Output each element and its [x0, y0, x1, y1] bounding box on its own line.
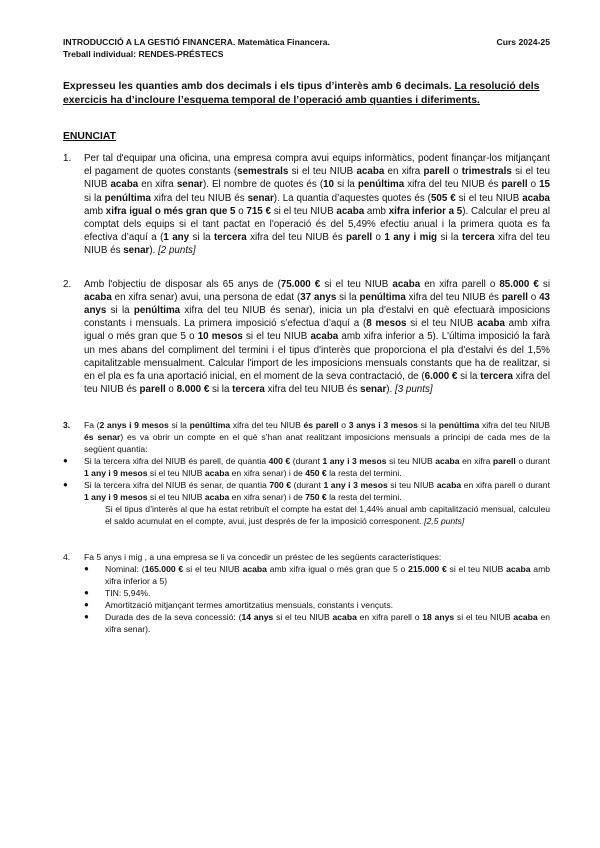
text-run: (durant [291, 480, 324, 491]
bold-text: acaba [356, 166, 385, 178]
text-run: Nominal: ( [105, 564, 145, 575]
bold-text: 1 any i 3 mesos [323, 480, 388, 491]
document-header [63, 36, 550, 60]
bold-text: parell [423, 166, 450, 178]
bold-text: xifra inferior a 5 [388, 205, 463, 217]
bold-text: acaba [204, 492, 230, 503]
text-run: xifra del teu NIUB és [84, 232, 551, 257]
text-run: si la [457, 371, 481, 383]
text-run: si el teu NIUB [455, 192, 523, 204]
text-run: en xifra senar) i de [229, 468, 306, 479]
exercise-closing [84, 503, 550, 527]
text-run: si la [209, 384, 233, 396]
bold-text: 10 mesos [197, 331, 243, 343]
bold-text: acaba [336, 205, 365, 217]
bold-text: tercera [461, 232, 495, 244]
text-run: si el teu NIUB [270, 205, 337, 217]
text-run: Amb l'objectiu de disposar als 65 anys de ( [84, 278, 281, 290]
bold-text: penúltima [438, 420, 480, 431]
academic-year: Curs 2024-25 [496, 37, 550, 47]
text-run: o durant [515, 456, 550, 467]
text-run: Si la tercera xifra del NIUB és parell, de quantia [84, 456, 269, 467]
bullet-text [105, 600, 393, 610]
bold-text: acaba [436, 480, 462, 491]
section-title: ENUNCIAT [63, 131, 116, 142]
text-run: ). Calcular el preu al comptat dels equips si el tant pactat en l'operació és del 5,49% efectiu anual i la primera quota es fa efectiva d’aquí a ( [84, 205, 550, 244]
exercise-4 [63, 551, 550, 635]
text-run: xifra del teu NIUB és [150, 192, 248, 204]
bold-text: acaba [84, 291, 112, 303]
points-label: [2,5 punts] [424, 516, 465, 527]
bold-text: 400 € [268, 456, 291, 467]
bullet-text [105, 612, 550, 634]
exercise-2 [63, 278, 550, 397]
text-run: xifra del teu NIUB és [404, 179, 502, 191]
bold-text: acaba [392, 278, 421, 290]
text-run: en xifra [384, 166, 424, 178]
text-run: si la [106, 305, 134, 317]
bold-text: acaba [506, 564, 531, 575]
text-run: ). El nombre de quotes és ( [202, 179, 324, 191]
text-run: si el teu NIUB [242, 331, 311, 343]
text-run: xifra del teu NIUB és [264, 384, 361, 396]
text-run: Per tal d'equipar una oficina, una empresa compra avui equips informàtics, podent finançar-los mitjançant el pagament de quotes constants ( [84, 153, 550, 178]
exercise-list [63, 152, 550, 635]
text-run: amb [364, 205, 389, 217]
text-run: si el teu NIUB [147, 492, 205, 503]
bold-text: 75.000 € [280, 278, 321, 290]
bold-text: senar [360, 384, 387, 396]
text-run: ). [386, 384, 396, 396]
bold-text: penúltima [189, 420, 231, 431]
text-run: Fa 5 anys i mig , a una empresa se li va concedir un préstec de les següents característiques: [84, 552, 442, 563]
text-run: ). [149, 245, 159, 257]
bullet-icon: ● [84, 564, 89, 574]
points-label: [3 punts] [395, 384, 433, 396]
bullet-item [63, 479, 550, 503]
bold-text: penúltima [357, 179, 405, 191]
bullet-item [84, 611, 550, 635]
exercise-number: 4. [63, 552, 71, 563]
text-run: xifra del teu NIUB és [246, 232, 346, 244]
bold-text: parell [501, 291, 528, 303]
text-run: si el teu NIUB [320, 278, 393, 290]
bold-text: senar [176, 179, 203, 191]
bold-text: acaba [204, 468, 230, 479]
bold-text: acaba [332, 612, 357, 623]
exercise-number: 3. [63, 420, 71, 431]
bold-text: penúltima [359, 291, 406, 303]
text-run: en xifra [138, 179, 177, 191]
exercise-3-bullets [63, 455, 550, 503]
text-run: en xifra [459, 456, 493, 467]
bold-text: acaba [110, 179, 139, 191]
text-run: Amortització mitjançant termes amortitzatius mensuals, constants i vençuts. [105, 600, 393, 611]
exercise-intro [84, 419, 550, 455]
bold-text: semestrals [237, 166, 289, 178]
bullet-text [84, 456, 550, 478]
text-run: ). La quantia d’aquestes quotes és ( [273, 192, 431, 204]
exercise-intro [84, 551, 550, 563]
bullet-icon: ● [63, 456, 68, 466]
bold-text: 1 any i 9 mesos [84, 468, 148, 479]
text-run: amb xifra inferior a 5) [105, 564, 551, 587]
instructions-underlined-text: La resolució dels exercicis ha d’incloure l’esquema temporal de l’operació amb quanties i diferiments. [63, 81, 540, 106]
bullet-text [105, 588, 150, 598]
bullet-item [63, 455, 550, 479]
text-run: si la [189, 232, 214, 244]
bold-text: penúltima [133, 305, 181, 317]
bold-text: és senar [84, 432, 121, 443]
text-run: si [538, 278, 551, 290]
bold-text: senar [123, 245, 150, 257]
bullet-icon: ● [63, 480, 68, 490]
bullet-item [84, 587, 550, 599]
text-run: si el teu NIUB [84, 166, 550, 191]
bold-text: tercera [480, 371, 513, 383]
bold-text: 14 anys [241, 612, 274, 623]
bold-text: parell [501, 179, 528, 191]
text-run: si teu NIUB [387, 480, 437, 491]
text-run: xifra del teu NIUB [479, 420, 551, 431]
text-run: en xifra parell o [356, 612, 423, 623]
text-run: si la [84, 192, 105, 204]
text-run: xifra del teu NIUB [230, 420, 304, 431]
text-run: si la [336, 291, 360, 303]
bullet-icon: ● [84, 612, 89, 622]
bold-text: 715 € [246, 205, 271, 217]
bold-text: acaba [435, 456, 460, 467]
text-run: ) es va obrir un compte en el què s’han anat realitzant imposicions mensuals a principi de cada mes de la següent quantia: [84, 432, 550, 455]
text-run: amb xifra igual o més gran que 5 o [84, 318, 550, 343]
bold-text: acaba [522, 192, 550, 204]
text-run: si el teu NIUB [183, 564, 243, 575]
text-run: o [449, 166, 462, 178]
text-run: si el teu NIUB [406, 318, 478, 330]
bullet-icon: ● [84, 600, 89, 610]
text-run: o [527, 291, 540, 303]
text-run: o [235, 205, 247, 217]
text-run: amb xifra inferior a 5). L'última imposició la farà un mes abans del compliment del termini i el tipus d'interès que proporciona el pla d'estalvi és del 1,5% capitalitzable mensualment. Calcular l'import de les imposicions mensuals constants que ha de realitzar, si en el pla es fa una aportació inicial, en el moment de la seva contractació, de ( [84, 331, 551, 383]
text-run: (durant [290, 456, 323, 467]
text-run: si el teu NIUB [446, 564, 507, 575]
text-run: si el teu NIUB [454, 612, 514, 623]
header-left [63, 36, 330, 60]
exercise-3 [63, 419, 550, 527]
bold-text: 450 € [305, 468, 327, 479]
bold-text: 1 any [163, 232, 190, 244]
instructions-text: Expresseu les quanties amb dos decimals i els tipus d’interès amb 6 decimals. [63, 81, 455, 92]
bold-text: parell [492, 456, 516, 467]
exercise-1 [63, 152, 550, 258]
bold-text: 6.000 € [424, 371, 458, 383]
bold-text: xifra igual o més gran que 5 [105, 205, 236, 217]
exercise-4-bullets [84, 563, 550, 635]
text-run: Si la tercera xifra del NIUB és senar, de quantia [84, 480, 270, 491]
bold-text: 700 € [269, 480, 292, 491]
bold-text: tercera [213, 232, 247, 244]
bold-text: 3 anys i 3 mesos [348, 420, 418, 431]
text-run: TIN: 5,94%. [105, 588, 151, 599]
bullet-text [84, 480, 550, 502]
bold-text: parell [346, 232, 373, 244]
bold-text: és parell [303, 420, 339, 431]
bold-text: 1 any i 9 mesos [84, 492, 148, 503]
course-title: INTRODUCCIÓ A LA GESTIÓ FINANCERA. Matemàtica Financera. [63, 37, 330, 47]
text-run: Durada des de la seva concessió: ( [105, 612, 242, 623]
bold-text: penúltima [104, 192, 151, 204]
bold-text: 18 anys [422, 612, 455, 623]
bold-text: 1 any i mig [384, 232, 438, 244]
text-run: si la [334, 179, 358, 191]
text-run: si teu NIUB [386, 456, 436, 467]
bold-text: 8 mesos [366, 318, 407, 330]
text-run: la resta del termini. [326, 468, 402, 479]
exercise-text [84, 152, 550, 258]
text-run: o [165, 384, 177, 396]
text-run: si la [417, 420, 439, 431]
bold-text: 37 anys [300, 291, 337, 303]
bold-text: 43 anys [84, 291, 550, 317]
bold-text: tercera [232, 384, 265, 396]
bullet-item [84, 563, 550, 587]
text-run: amb xifra igual o més gran que 5 o [266, 564, 409, 575]
bold-text: 10 [323, 179, 335, 191]
text-run: o [527, 179, 540, 191]
points-label: [2 punts] [158, 245, 196, 257]
bullet-text [105, 564, 550, 586]
bullet-item [84, 599, 550, 611]
text-run: o [372, 232, 385, 244]
bold-text: trimestrals [461, 166, 512, 178]
text-run: xifra del teu NIUB és senar), inicia un pla d'estalvi en què efectuarà imposicions constants i mensuals. La primera imposició s’efectua d’aquí a ( [84, 305, 550, 330]
bold-text: 1 any i 3 mesos [322, 456, 387, 467]
text-run: Si el tipus d’interès al que ha estat retribuït el compte ha estat del 1,44% anual amb capitalització mensual, calculeu el saldo acumulat en el compte, avui, just després de fer la imposició corresponent. [105, 504, 550, 527]
bold-text: acaba [513, 612, 538, 623]
instructions [63, 80, 550, 108]
text-run: xifra del teu NIUB és [84, 371, 550, 396]
exercise-number: 1. [63, 153, 72, 164]
text-run: o [338, 420, 349, 431]
text-run: en xifra parell o [420, 278, 500, 290]
assignment-title: Treball individual: RENDES-PRÉSTECS [63, 49, 224, 59]
text-run: si el teu NIUB [147, 468, 205, 479]
text-run: Fa ( [84, 420, 100, 431]
text-run: si el teu NIUB [273, 612, 333, 623]
text-run: amb [84, 205, 106, 217]
bullet-icon: ● [84, 588, 89, 598]
text-run: en xifra senar) i de [229, 492, 306, 503]
bold-text: acaba [477, 318, 505, 330]
text-run: si el teu NIUB [288, 166, 357, 178]
text-run: en xifra parell o durant [461, 480, 550, 491]
exercise-number: 2. [63, 278, 72, 290]
bold-text: 750 € [305, 492, 327, 503]
bold-text: senar [247, 192, 274, 204]
text-run: si la [168, 420, 190, 431]
bold-text: 15 [539, 179, 550, 191]
bold-text: acaba [242, 564, 267, 575]
bold-text: 85.000 € [499, 278, 539, 290]
text-run: en xifra senar) avui, una persona de edat ( [111, 291, 301, 303]
text-run: xifra del teu NIUB és [405, 291, 502, 303]
text-run: en xifra senar). [105, 612, 551, 635]
bold-text: 8.000 € [176, 384, 210, 396]
bold-text: 505 € [430, 192, 456, 204]
bold-text: 165.000 € [144, 564, 184, 575]
text-run: si la [437, 232, 462, 244]
bold-text: 2 anys i 9 mesos [99, 420, 169, 431]
bold-text: 215.000 € [408, 564, 447, 575]
text-run: la resta del termini. [326, 492, 402, 503]
bold-text: acaba [310, 331, 339, 343]
exercise-text [84, 278, 550, 397]
bold-text: parell [139, 384, 166, 396]
